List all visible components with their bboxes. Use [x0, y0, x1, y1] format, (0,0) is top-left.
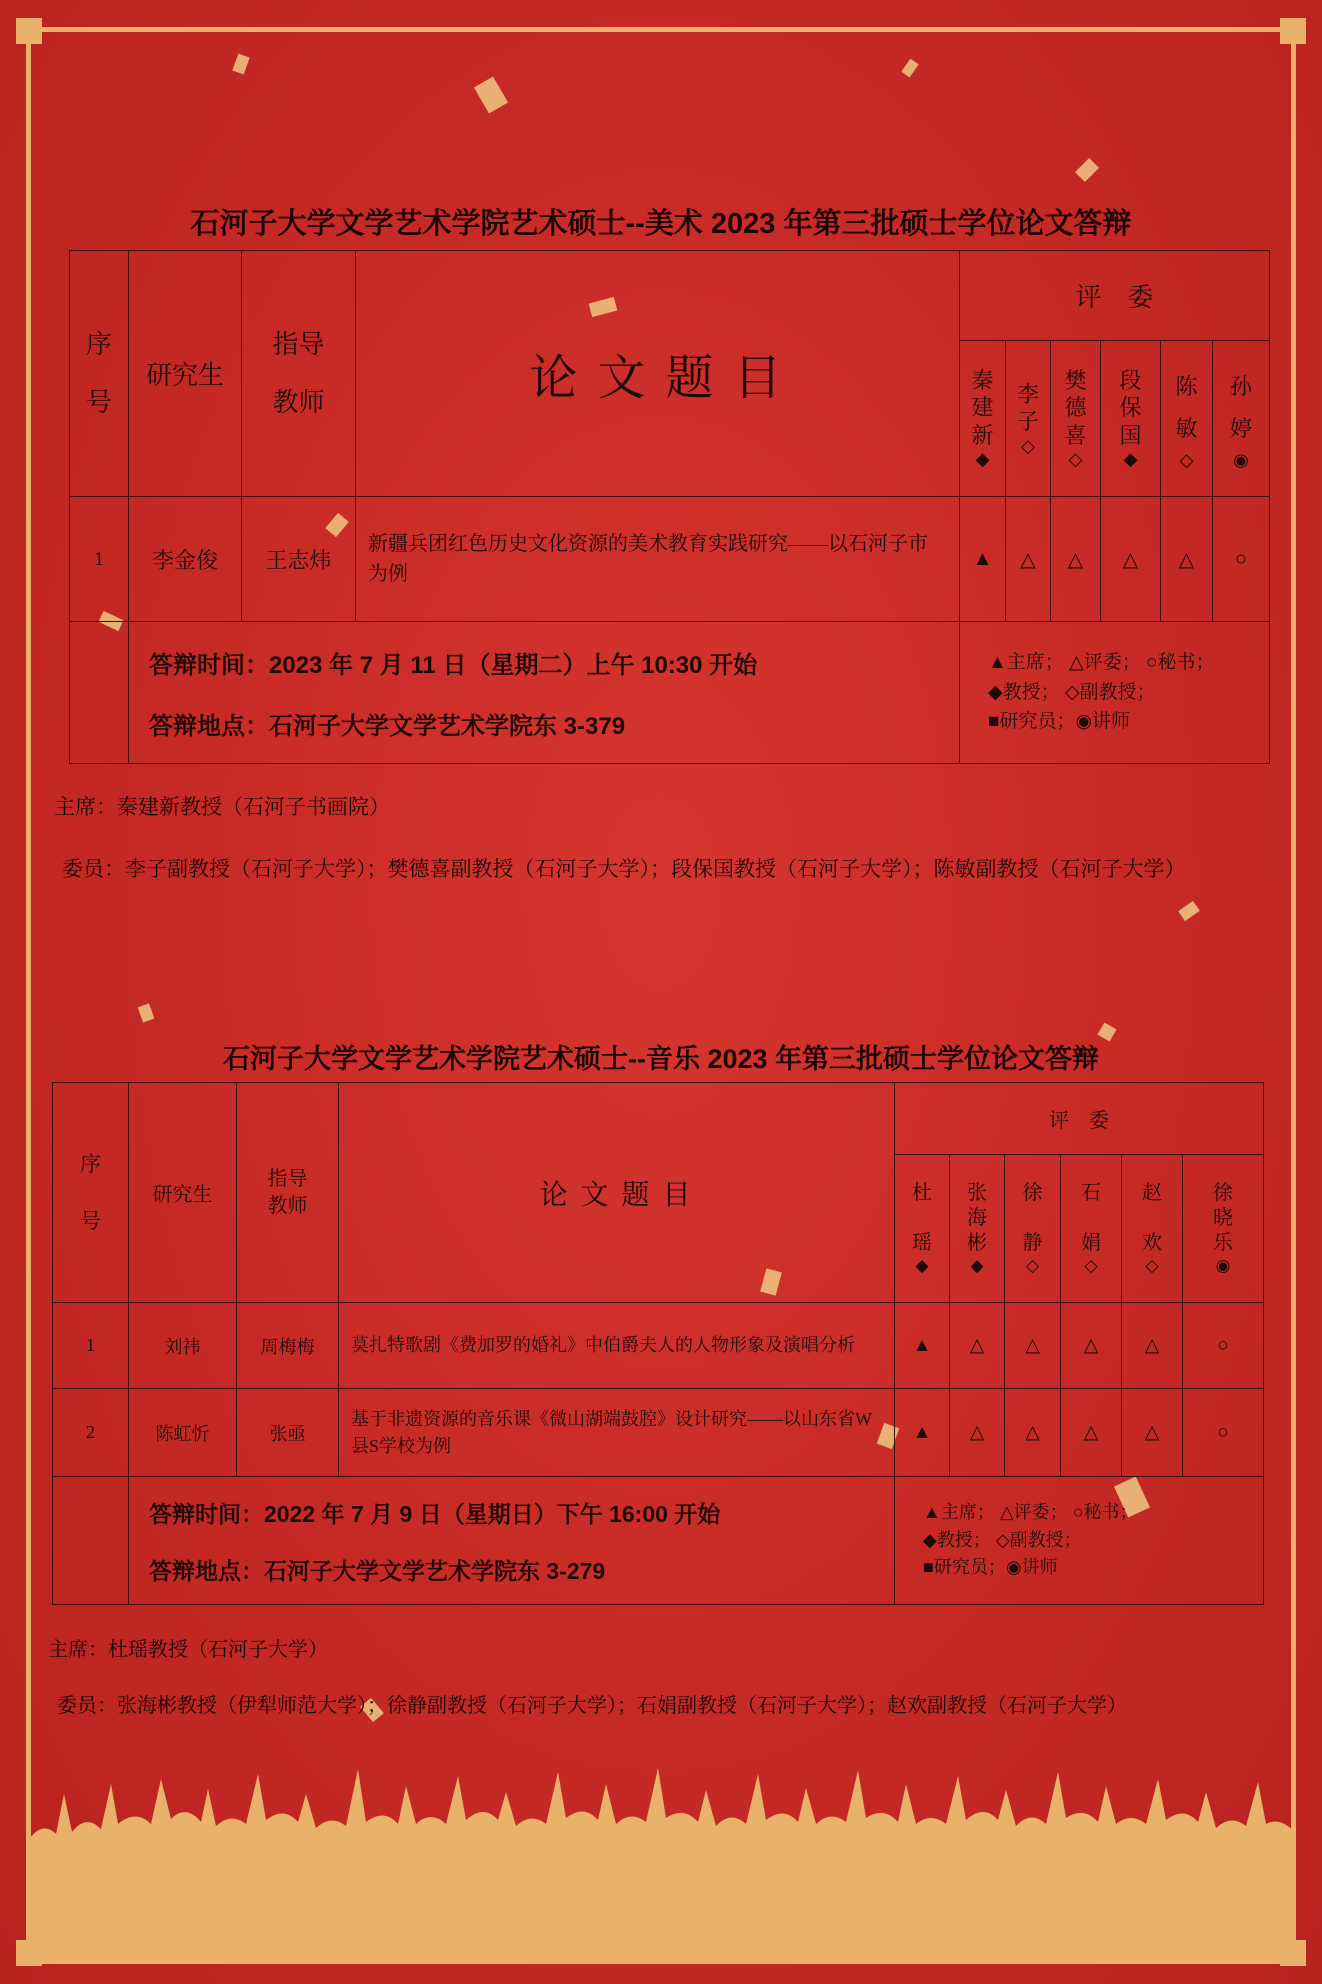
defense-info [129, 622, 960, 764]
row-role: △ [1051, 497, 1101, 622]
role-legend [895, 1477, 1264, 1605]
committee-member [960, 341, 1006, 497]
committee-member [1061, 1155, 1122, 1303]
row-student: 陈虹忻 [129, 1389, 237, 1477]
section1-chair: 主席：秦建新教授（石河子书画院） [54, 796, 390, 819]
member-name: 石 娟 [1081, 1182, 1101, 1254]
section1-table [69, 250, 1270, 764]
member-name: 徐 晓 乐 [1213, 1182, 1234, 1254]
header-advisor: 指导 教师 [242, 251, 356, 497]
row-role: △ [1061, 1389, 1122, 1477]
row-role: △ [1122, 1303, 1183, 1389]
committee-member [1161, 341, 1213, 497]
member-name: 段 保 国 [1119, 367, 1142, 448]
confetti-piece [232, 53, 249, 74]
header-committee: 评 委 [895, 1083, 1264, 1155]
member-title-mark: ◆ [975, 449, 990, 470]
row-index: 1 [53, 1303, 129, 1389]
row-student: 刘祎 [129, 1303, 237, 1389]
table-row [70, 497, 1270, 622]
legend-line: ◆教授； ◇副教授； [923, 1529, 1082, 1550]
defense-info [129, 1477, 895, 1605]
frame-left [26, 27, 31, 1955]
committee-member [950, 1155, 1005, 1303]
row-student: 李金俊 [129, 497, 242, 622]
section1-members: 委员：李子副教授（石河子大学）；樊德喜副教授（石河子大学）；段保国教授（石河子大学）；陈敏副教授（石河子大学） [62, 858, 1186, 881]
row-advisor: 张亟 [237, 1389, 339, 1477]
committee-member [1005, 1155, 1061, 1303]
member-title-mark: ◇ [1179, 449, 1194, 470]
row-role: △ [1005, 1303, 1061, 1389]
row-role: ○ [1183, 1303, 1264, 1389]
frame-corner-tl [16, 18, 42, 44]
committee-member [1183, 1155, 1264, 1303]
header-student: 研究生 [129, 251, 242, 497]
row-topic: 莫扎特歌剧《费加罗的婚礼》中伯爵夫人的人物形象及演唱分析 [339, 1303, 895, 1389]
row-role: △ [950, 1389, 1005, 1477]
row-advisor: 王志炜 [242, 497, 356, 622]
header-topic: 论 文 题 目 [339, 1083, 895, 1303]
row-role: △ [950, 1303, 1005, 1389]
committee-member [1051, 341, 1101, 497]
member-name: 陈 敏 [1175, 374, 1198, 441]
legend-line: ▲主席； △评委； ○秘书； [923, 1501, 1138, 1522]
member-title-mark: ◇ [1084, 1256, 1098, 1275]
row-topic: 基于非遗资源的音乐课《微山湖端鼓腔》设计研究——以山东省W县S学校为例 [339, 1389, 895, 1477]
member-name: 徐 静 [1022, 1182, 1043, 1254]
member-name: 杜 瑶 [912, 1182, 932, 1254]
row-index: 1 [70, 497, 129, 622]
row-role: ▲ [960, 497, 1006, 622]
row-role: △ [1161, 497, 1213, 622]
member-name: 赵 欢 [1142, 1182, 1162, 1254]
frame-top [26, 27, 1296, 32]
header-index: 序 号 [70, 251, 129, 497]
member-title-mark: ◇ [1068, 449, 1083, 470]
member-name: 秦 建 新 [971, 367, 994, 448]
role-legend [960, 622, 1270, 764]
row-role: △ [1006, 497, 1051, 622]
legend-line: ■研究员；◉讲师 [988, 711, 1131, 733]
header-committee: 评 委 [960, 251, 1270, 341]
row-index: 2 [53, 1389, 129, 1477]
member-title-mark: ◇ [1025, 1256, 1040, 1275]
member-title-mark: ◆ [970, 1256, 984, 1275]
member-name: 樊 德 喜 [1064, 367, 1087, 448]
header-student: 研究生 [129, 1083, 237, 1303]
committee-member [895, 1155, 950, 1303]
legend-line: ▲主席； △评委； ○秘书； [988, 652, 1215, 674]
member-title-mark: ◇ [1021, 435, 1035, 456]
section1-title: 石河子大学文学艺术学院艺术硕士--美术 2023 年第三批硕士学位论文答辩 [190, 208, 1132, 240]
committee-member [1122, 1155, 1183, 1303]
section2-members: 委员：张海彬教授（伊犁师范大学）；徐静副教授（石河子大学）；石娟副教授（石河子大学）；赵欢副教授（石河子大学） [57, 1695, 1127, 1717]
frame-right [1291, 27, 1296, 1955]
committee-member [1213, 341, 1270, 497]
header-index: 序 号 [53, 1083, 129, 1303]
defense-time: 答辩时间：2023 年 7 月 11 日（星期二）上午 10:30 开始 [149, 651, 758, 679]
member-title-mark: ◉ [1233, 449, 1249, 470]
legend-line: ■研究员；◉讲师 [923, 1557, 1058, 1578]
defense-time: 答辩时间：2022 年 7 月 9 日（星期日）下午 16:00 开始 [149, 1500, 721, 1527]
info-spacer [53, 1477, 129, 1605]
header-advisor: 指导 教师 [237, 1083, 339, 1303]
row-role: ○ [1213, 497, 1270, 622]
row-role: △ [1061, 1303, 1122, 1389]
section2-title: 石河子大学文学艺术学院艺术硕士--音乐 2023 年第三批硕士学位论文答辩 [222, 1044, 1100, 1074]
row-role: △ [1005, 1389, 1061, 1477]
section2-chair: 主席：杜瑶教授（石河子大学） [48, 1639, 328, 1661]
info-spacer [70, 622, 129, 764]
row-advisor: 周梅梅 [237, 1303, 339, 1389]
member-name: 孙 婷 [1230, 374, 1253, 441]
crowd-silhouette [26, 1724, 1296, 1964]
row-role: △ [1101, 497, 1161, 622]
confetti-piece [901, 59, 918, 78]
table-row [53, 1303, 1264, 1389]
row-role: ○ [1183, 1389, 1264, 1477]
confetti-piece [1178, 901, 1200, 921]
member-name: 张 海 彬 [967, 1182, 987, 1254]
confetti-piece [138, 1003, 155, 1022]
defense-place: 答辩地点：石河子大学文学艺术学院东 3-379 [149, 712, 626, 740]
confetti-piece [474, 77, 508, 114]
frame-corner-tr [1280, 18, 1306, 44]
member-title-mark: ◆ [1123, 449, 1138, 470]
committee-member [1006, 341, 1051, 497]
section2-table [52, 1082, 1264, 1605]
confetti-piece [1075, 158, 1099, 182]
member-title-mark: ◉ [1215, 1256, 1231, 1275]
member-name: 李 子 [1016, 381, 1039, 434]
row-role: △ [1122, 1389, 1183, 1477]
row-role: ▲ [895, 1389, 950, 1477]
header-topic: 论 文 题 目 [356, 251, 960, 497]
row-role: ▲ [895, 1303, 950, 1389]
committee-member [1101, 341, 1161, 497]
table-row [53, 1389, 1264, 1477]
legend-line: ◆教授； ◇副教授； [988, 681, 1156, 703]
row-topic: 新疆兵团红色历史文化资源的美术教育实践研究——以石河子市为例 [356, 497, 960, 622]
member-title-mark: ◆ [915, 1256, 929, 1275]
member-title-mark: ◇ [1145, 1256, 1159, 1275]
defense-place: 答辩地点：石河子大学文学艺术学院东 3-279 [149, 1557, 606, 1584]
